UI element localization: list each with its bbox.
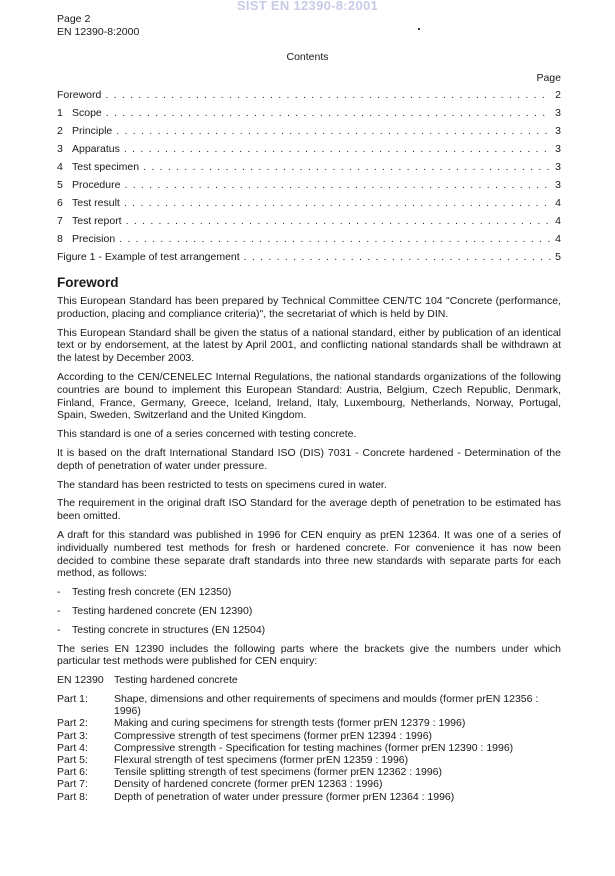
part-row — [57, 717, 561, 729]
toc-leader-dots — [106, 107, 551, 119]
toc-entry-number: 2 — [57, 125, 63, 137]
toc-leader-dots — [124, 179, 551, 191]
toc-leader-dots — [124, 197, 551, 209]
dash-bullet-icon: - — [57, 604, 61, 617]
toc-entry-label: Test specimen — [72, 161, 140, 173]
scan-speck — [418, 28, 420, 30]
part-label: Part 3: — [57, 729, 88, 742]
toc-entry-page: 5 — [555, 251, 561, 263]
toc-entry-label: Precision — [72, 233, 116, 245]
toc-entry-number: 6 — [57, 197, 63, 209]
foreword-paragraph: This standard is one of a series concerned with testing concrete. — [57, 428, 357, 441]
toc-leader-dots — [119, 233, 551, 245]
toc-entry-page: 3 — [555, 179, 561, 191]
toc-entry-number: 5 — [57, 179, 63, 191]
series-heading — [57, 674, 561, 687]
series-code: EN 12390 — [57, 674, 104, 687]
foreword-paragraph: According to the CEN/CENELEC Internal Regulations, the national standards organizations of the following countries are bound to implement this European Standard: Austria, Belgium, Czech Republic, Denmark, Finland, France, Germany, Greece, Iceland, Ireland, Italy, Luxembourg, Netherlands, Norway, Portugal, Spain, Sweden, Switzerland and the United Kingdom. — [57, 370, 561, 422]
standard-number: EN 12390-8:2000 — [57, 26, 140, 38]
toc-leader-dots — [126, 215, 552, 227]
part-text: Shape, dimensions and other requirements of specimens and moulds (former prEN 12356 : 1996) — [114, 692, 539, 718]
toc-entry-test-report[interactable] — [57, 215, 561, 233]
part-row — [57, 730, 561, 742]
bullet-text: Testing concrete in structures (EN 12504) — [72, 623, 266, 636]
part-label: Part 8: — [57, 790, 88, 803]
foreword-paragraph: This European Standard shall be given the status of a national standard, either by publication of an identical text or by endorsement, at the latest by April 2001, and conflicting national standards shall be withdrawn at the latest by December 2003. — [57, 326, 561, 365]
toc-entry-page: 3 — [555, 125, 561, 137]
part-label: Part 5: — [57, 753, 88, 766]
part-row — [57, 766, 561, 778]
bullet-item — [57, 605, 561, 618]
part-label: Part 7: — [57, 778, 88, 791]
toc-entry-page: 4 — [555, 197, 561, 209]
bullet-item — [57, 586, 561, 599]
bullet-text: Testing hardened concrete (EN 12390) — [72, 604, 253, 617]
toc-entry-label: Figure 1 - Example of test arrangement — [57, 251, 240, 263]
bullet-text: Testing fresh concrete (EN 12350) — [72, 586, 232, 599]
toc-entry-apparatus[interactable] — [57, 143, 561, 161]
toc-entry-number: 8 — [57, 233, 63, 245]
toc-entry-page: 4 — [555, 233, 561, 245]
foreword-paragraph: It is based on the draft International Standard ISO (DIS) 7031 - Concrete hardened - Determination of the depth of penetration of water under pressure. — [57, 446, 561, 472]
foreword-section — [57, 275, 561, 803]
toc-entry-number: 7 — [57, 215, 63, 227]
part-text: Compressive strength - Specification for testing machines (former prEN 12390 : 1996) — [114, 741, 514, 754]
toc-entry-number: 4 — [57, 161, 63, 173]
toc-entry-label: Test result — [72, 197, 120, 209]
part-row — [57, 742, 561, 754]
toc-entry-number: 3 — [57, 143, 63, 155]
toc-page-column-label: Page — [536, 72, 561, 84]
part-label: Part 2: — [57, 717, 88, 730]
foreword-paragraph: This European Standard has been prepared by Technical Committee CEN/TC 104 "Concrete (performance, production, placing and compliance criteria)", the secretariat of which is held by DIN. — [57, 295, 561, 320]
dash-bullet-icon: - — [57, 623, 61, 636]
part-text: Depth of penetration of water under pressure (former prEN 12364 : 1996) — [114, 790, 455, 803]
foreword-paragraph: The standard has been restricted to tests on specimens cured in water. — [57, 478, 387, 491]
toc-entry-page: 2 — [555, 89, 561, 101]
bullet-item — [57, 624, 561, 637]
toc-entry-page: 3 — [555, 107, 561, 119]
toc-entry-label: Procedure — [72, 179, 121, 191]
part-text: Making and curing specimens for strength tests (former prEN 12379 : 1996) — [114, 717, 466, 730]
toc-entry-label: Apparatus — [72, 143, 120, 155]
series-title: Testing hardened concrete — [114, 674, 238, 687]
toc-entry-test-specimen[interactable] — [57, 161, 561, 179]
parts-list — [57, 693, 561, 803]
page-header — [57, 13, 139, 39]
toc-entry-test-result[interactable] — [57, 197, 561, 215]
part-label: Part 6: — [57, 766, 88, 779]
series-paragraph: The series EN 12390 includes the following parts where the brackets give the numbers under which particular test methods were published for CEN enquiry: — [57, 642, 561, 668]
toc-entry-label: Principle — [72, 125, 113, 137]
toc-leader-dots — [244, 251, 551, 263]
page-number: Page 2 — [57, 13, 91, 25]
toc-entry-label: Test report — [72, 215, 122, 227]
toc-leader-dots — [124, 143, 551, 155]
toc-entry-procedure[interactable] — [57, 179, 561, 197]
part-label: Part 1: — [57, 692, 88, 705]
toc-leader-dots — [116, 125, 551, 137]
dash-bullet-icon: - — [57, 586, 61, 599]
toc-entry-scope[interactable] — [57, 107, 561, 125]
part-row — [57, 791, 561, 803]
toc-leader-dots — [143, 161, 551, 173]
toc-entry-precision[interactable] — [57, 233, 561, 251]
toc-entry-page: 3 — [555, 143, 561, 155]
part-text: Flexural strength of test specimens (former prEN 12359 : 1996) — [114, 753, 409, 766]
toc-entry-label: Foreword — [57, 89, 102, 101]
toc-entry-principle[interactable] — [57, 125, 561, 143]
part-text: Compressive strength of test specimens (former prEN 12394 : 1996) — [114, 729, 433, 742]
foreword-paragraph: The requirement in the original draft ISO Standard for the average depth of penetration to be estimated has been omitted. — [57, 497, 561, 523]
toc-entry-figure-1[interactable] — [57, 251, 561, 269]
table-of-contents — [57, 89, 561, 269]
part-row — [57, 693, 561, 717]
watermark: SIST EN 12390-8:2001 — [236, 0, 379, 13]
toc-leader-dots — [105, 89, 551, 101]
part-label: Part 4: — [57, 741, 88, 754]
contents-title: Contents — [286, 51, 329, 63]
toc-entry-number: 1 — [57, 107, 63, 119]
toc-entry-page: 3 — [555, 161, 561, 173]
toc-entry-foreword[interactable] — [57, 89, 561, 107]
toc-entry-label: Scope — [72, 107, 102, 119]
part-row — [57, 778, 561, 790]
part-text: Density of hardened concrete (former prEN 12363 : 1996) — [114, 778, 383, 791]
part-text: Tensile splitting strength of test specimens (former prEN 12362 : 1996) — [114, 766, 442, 779]
foreword-paragraph: A draft for this standard was published in 1996 for CEN enquiry as prEN 12364. It was one of a series of individually numbered test methods for fresh or hardened concrete. For convenience it has now been decided to combine these separate draft standards into three new standards with separate parts for each method, as follows: — [57, 528, 561, 580]
foreword-heading: Foreword — [57, 275, 119, 290]
toc-entry-page: 4 — [555, 215, 561, 227]
part-row — [57, 754, 561, 766]
